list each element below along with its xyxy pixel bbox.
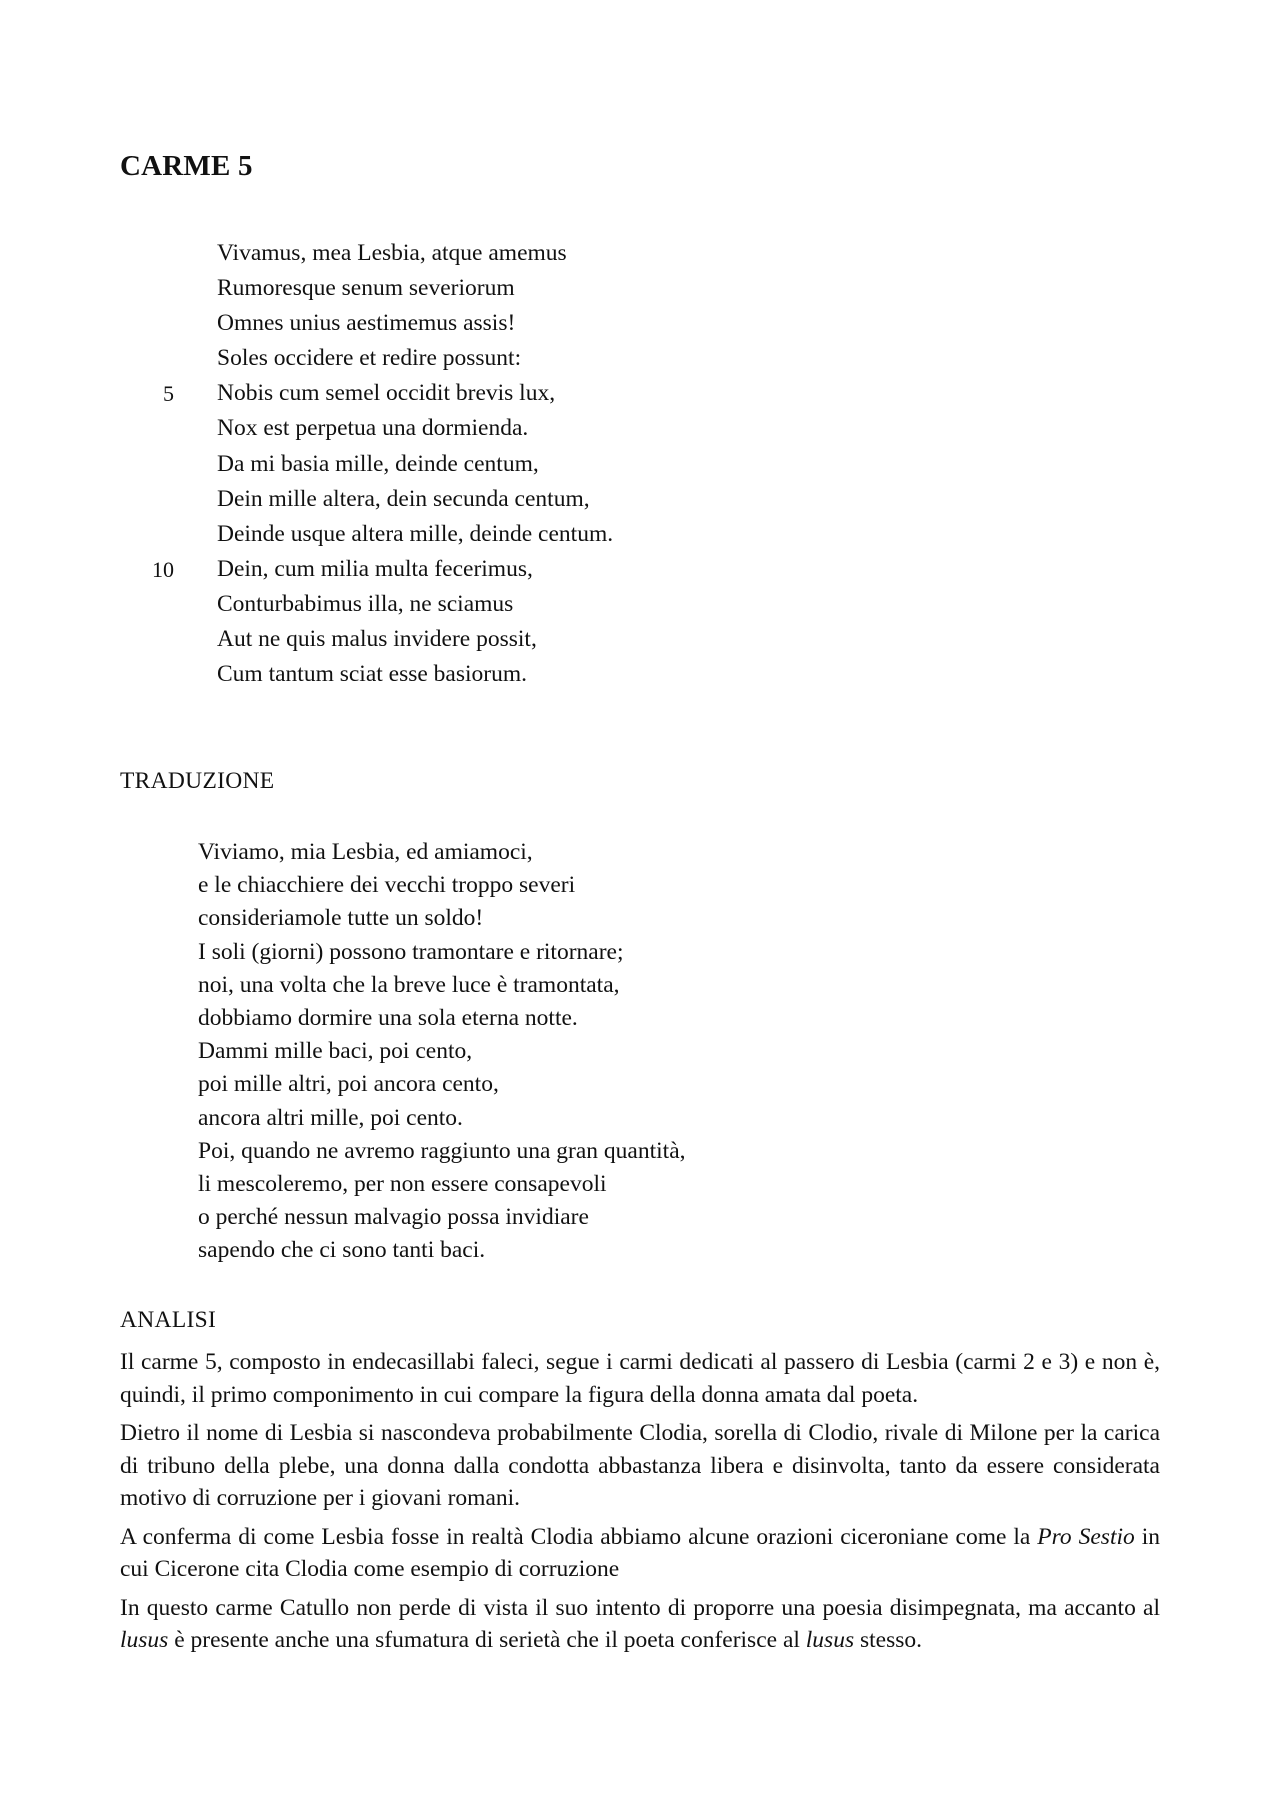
paragraph-text: A conferma di come Lesbia fosse in realtà Clodia abbiamo alcune orazioni ciceroniane come la	[120, 1523, 1038, 1550]
paragraph-text: è presente anche una sfumatura di serietà che il poeta conferisce al	[168, 1627, 806, 1653]
line-text: Aut ne quis malus invidere possit,	[217, 626, 537, 653]
line-text: Rumoresque senum severiorum	[217, 275, 515, 302]
line-text: Omnes unius aestimemus assis!	[217, 310, 516, 337]
translation-heading: TRADUZIONE	[120, 768, 275, 794]
poem-line	[120, 517, 613, 552]
analysis-heading: ANALISI	[120, 1307, 217, 1333]
translation-line: poi mille altri, poi ancora cento,	[198, 1071, 499, 1098]
translation-line: li mescoleremo, per non essere consapevoli	[198, 1170, 607, 1197]
paragraph-text: in cui Cicerone cita Clodia come esempio di corruzione	[120, 1523, 1160, 1582]
latin-term: lusus	[805, 1627, 855, 1653]
line-text: Nobis cum semel occidit brevis lux,	[217, 380, 556, 407]
paragraph-text: In questo carme Catullo non perde di vista il suo intento di proporre una poesia disimpegnata, ma accanto al	[120, 1594, 1160, 1621]
line-text: Soles occidere et redire possunt:	[217, 345, 522, 372]
poem-line	[120, 306, 613, 341]
latin-term: lusus	[120, 1627, 169, 1653]
analysis-paragraph: Dietro il nome di Lesbia si nascondeva probabilmente Clodia, sorella di Clodio, rivale di Milone per la carica di tribuno della plebe, una donna dalla condotta abbastanza libera e disinvolta, tanto da essere considerata motivo di corruzione per i giovani romani.	[120, 1420, 1160, 1511]
poem-line	[120, 587, 613, 622]
translation-line: ancora altri mille, poi cento.	[198, 1104, 463, 1131]
line-number	[120, 482, 174, 517]
line-number: 10	[152, 556, 174, 582]
line-number	[120, 271, 174, 306]
line-number	[120, 587, 174, 622]
analysis-paragraph	[120, 1521, 1160, 1586]
translation-line: Dammi mille baci, poi cento,	[198, 1038, 473, 1065]
poem-line	[120, 552, 613, 587]
poem-line	[120, 482, 613, 517]
line-number	[120, 447, 174, 482]
line-text: Dein mille altera, dein secunda centum,	[217, 485, 590, 512]
latin-poem	[120, 236, 613, 692]
analysis-paragraph	[120, 1592, 1160, 1657]
line-number	[120, 236, 174, 271]
line-text: Deinde usque altera mille, deinde centum.	[217, 520, 614, 547]
line-text: Cum tantum sciat esse basiorum.	[217, 661, 528, 688]
translation-line: noi, una volta che la breve luce è tramontata,	[198, 971, 620, 998]
line-text: Nox est perpetua una dormienda.	[217, 415, 529, 442]
poem-title: CARME 5	[120, 150, 253, 182]
poem-line	[120, 271, 613, 306]
translation-line: sapendo che ci sono tanti baci.	[198, 1237, 486, 1264]
translation-line: Viviamo, mia Lesbia, ed amiamoci,	[198, 839, 533, 865]
poem-line	[120, 622, 613, 657]
translation-line: I soli (giorni) possono tramontare e ritornare;	[198, 938, 624, 965]
poem-line	[120, 236, 613, 271]
poem-line	[120, 341, 613, 376]
translation-line: consideriamole tutte un soldo!	[198, 905, 484, 932]
work-title: Pro Sestio	[1037, 1523, 1135, 1550]
line-number	[120, 622, 174, 657]
analysis-body	[120, 1346, 1160, 1663]
translation-line: dobbiamo dormire una sola eterna notte.	[198, 1004, 578, 1031]
line-text: Vivamus, mea Lesbia, atque amemus	[217, 240, 567, 266]
italian-translation	[198, 836, 686, 1267]
line-number: 5	[163, 381, 174, 407]
line-text: Conturbabimus illa, ne sciamus	[217, 590, 514, 617]
line-number	[120, 657, 174, 692]
poem-line	[120, 657, 613, 692]
line-number	[120, 517, 174, 552]
line-number	[120, 341, 174, 376]
paragraph-text: stesso.	[854, 1627, 923, 1653]
analysis-paragraph: Il carme 5, composto in endecasillabi faleci, segue i carmi dedicati al passero di Lesbia (carmi 2 e 3) e non è, quindi, il primo componimento in cui compare la figura della donna amata dal poeta.	[120, 1349, 1160, 1408]
translation-line: e le chiacchiere dei vecchi troppo severi	[198, 872, 576, 899]
translation-line: Poi, quando ne avremo raggiunto una gran quantità,	[198, 1137, 686, 1164]
line-number	[120, 411, 174, 446]
poem-line	[120, 447, 613, 482]
line-number	[120, 306, 174, 341]
poem-line	[120, 411, 613, 446]
line-text: Dein, cum milia multa fecerimus,	[217, 555, 533, 582]
poem-line	[120, 376, 613, 411]
translation-line: o perché nessun malvagio possa invidiare	[198, 1204, 589, 1231]
line-text: Da mi basia mille, deinde centum,	[217, 450, 539, 477]
